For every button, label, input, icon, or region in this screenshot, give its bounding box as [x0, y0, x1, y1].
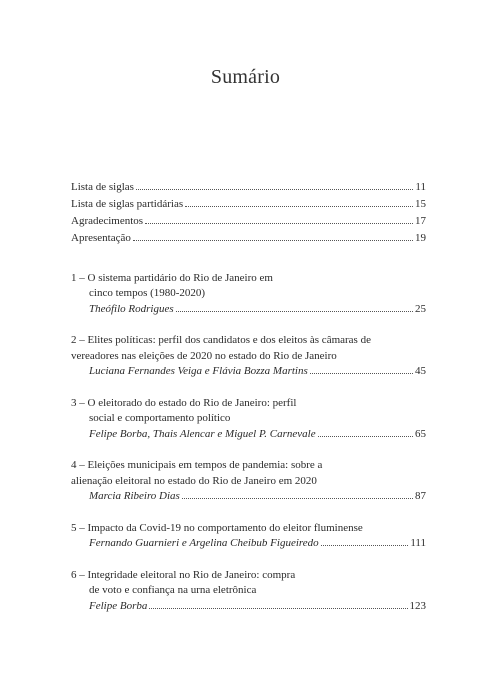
chapter-author: Felipe Borba, Thais Alencar e Miguel P. Carnevale	[89, 427, 316, 440]
chapter-author-row	[71, 489, 426, 505]
dot-leader	[176, 311, 413, 312]
toc-entry-label: Lista de siglas partidárias	[71, 198, 184, 210]
chapter-page: 111	[410, 537, 426, 549]
chapter-title-line: de voto e confiança na urna eletrônica	[89, 584, 257, 596]
toc-entry-lista-de-siglas[interactable]	[71, 180, 426, 196]
chapter-title-line: 5 – Impacto da Covid-19 no comportamento do eleitor fluminense	[71, 521, 363, 534]
toc-entry-label: Lista de siglas	[71, 181, 134, 193]
toc-entry-page: 15	[415, 198, 426, 210]
toc-chapter-3[interactable]	[71, 396, 426, 443]
chapter-page: 87	[415, 490, 426, 502]
chapter-author: Fernando Guarnieri e Argelina Cheibub Figueiredo	[89, 537, 319, 549]
chapter-author-row	[71, 427, 426, 443]
chapter-page: 123	[409, 599, 426, 612]
toc-chapter-6[interactable]	[71, 568, 426, 615]
chapter-title-line: cinco tempos (1980-2020)	[89, 287, 206, 299]
chapter-author-row	[71, 536, 426, 552]
chapter-title-line: 2 – Elites políticas: perfil dos candidatos e dos eleitos às câmaras de	[71, 334, 371, 346]
preliminary-entries	[71, 180, 426, 247]
dot-leader	[182, 498, 413, 499]
toc-entry-label: Agradecimentos	[71, 215, 144, 227]
chapter-title-line: vereadores nas eleições de 2020 no estado do Rio de Janeiro	[71, 349, 337, 362]
toc-entry-page: 17	[415, 215, 426, 227]
toc-chapter-2[interactable]	[71, 333, 426, 380]
dot-leader	[149, 608, 407, 609]
dot-leader	[145, 223, 413, 224]
toc-chapter-4[interactable]	[71, 458, 426, 505]
dot-leader	[321, 545, 409, 546]
chapter-author: Luciana Fernandes Veiga e Flávia Bozza Martins	[89, 365, 308, 377]
toc-entry-lista-de-siglas-partidarias[interactable]	[71, 197, 426, 213]
toc-entry-apresentacao[interactable]	[71, 231, 426, 247]
toc-entry-label: Apresentação	[71, 232, 131, 244]
toc-chapter-5[interactable]	[71, 521, 426, 552]
dot-leader	[185, 206, 413, 207]
chapter-author: Theófilo Rodrigues	[89, 302, 174, 315]
dot-leader	[318, 436, 413, 437]
dot-leader	[310, 373, 413, 374]
toc-entry-page: 11	[415, 181, 426, 193]
chapter-page: 25	[415, 302, 426, 315]
chapter-page: 65	[415, 427, 426, 440]
chapter-title-line: 1 – O sistema partidário do Rio de Janeiro em	[71, 271, 273, 284]
dot-leader	[133, 240, 413, 241]
chapter-title-line: social e comportamento político	[89, 412, 231, 424]
chapter-author: Marcia Ribeiro Dias	[89, 490, 180, 502]
page-title: Sumário	[210, 66, 281, 88]
chapter-title-line: alienação eleitoral no estado do Rio de Janeiro em 2020	[71, 474, 317, 487]
chapter-title-line: 3 – O eleitorado do estado do Rio de Janeiro: perfil	[71, 396, 297, 409]
chapter-title-line: 6 – Integridade eleitoral no Rio de Janeiro: compra	[71, 568, 296, 581]
chapter-author-row	[71, 302, 426, 318]
chapter-page: 45	[415, 365, 426, 377]
toc-entry-page: 19	[415, 232, 426, 244]
toc-chapter-1[interactable]	[71, 271, 426, 318]
chapter-title-line: 4 – Eleições municipais em tempos de pandemia: sobre a	[71, 459, 323, 471]
chapter-author-row	[71, 599, 426, 615]
chapter-author: Felipe Borba	[89, 599, 148, 612]
chapter-author-row	[71, 364, 426, 380]
table-of-contents	[71, 180, 426, 614]
dot-leader	[136, 189, 413, 190]
toc-entry-agradecimentos[interactable]	[71, 214, 426, 230]
